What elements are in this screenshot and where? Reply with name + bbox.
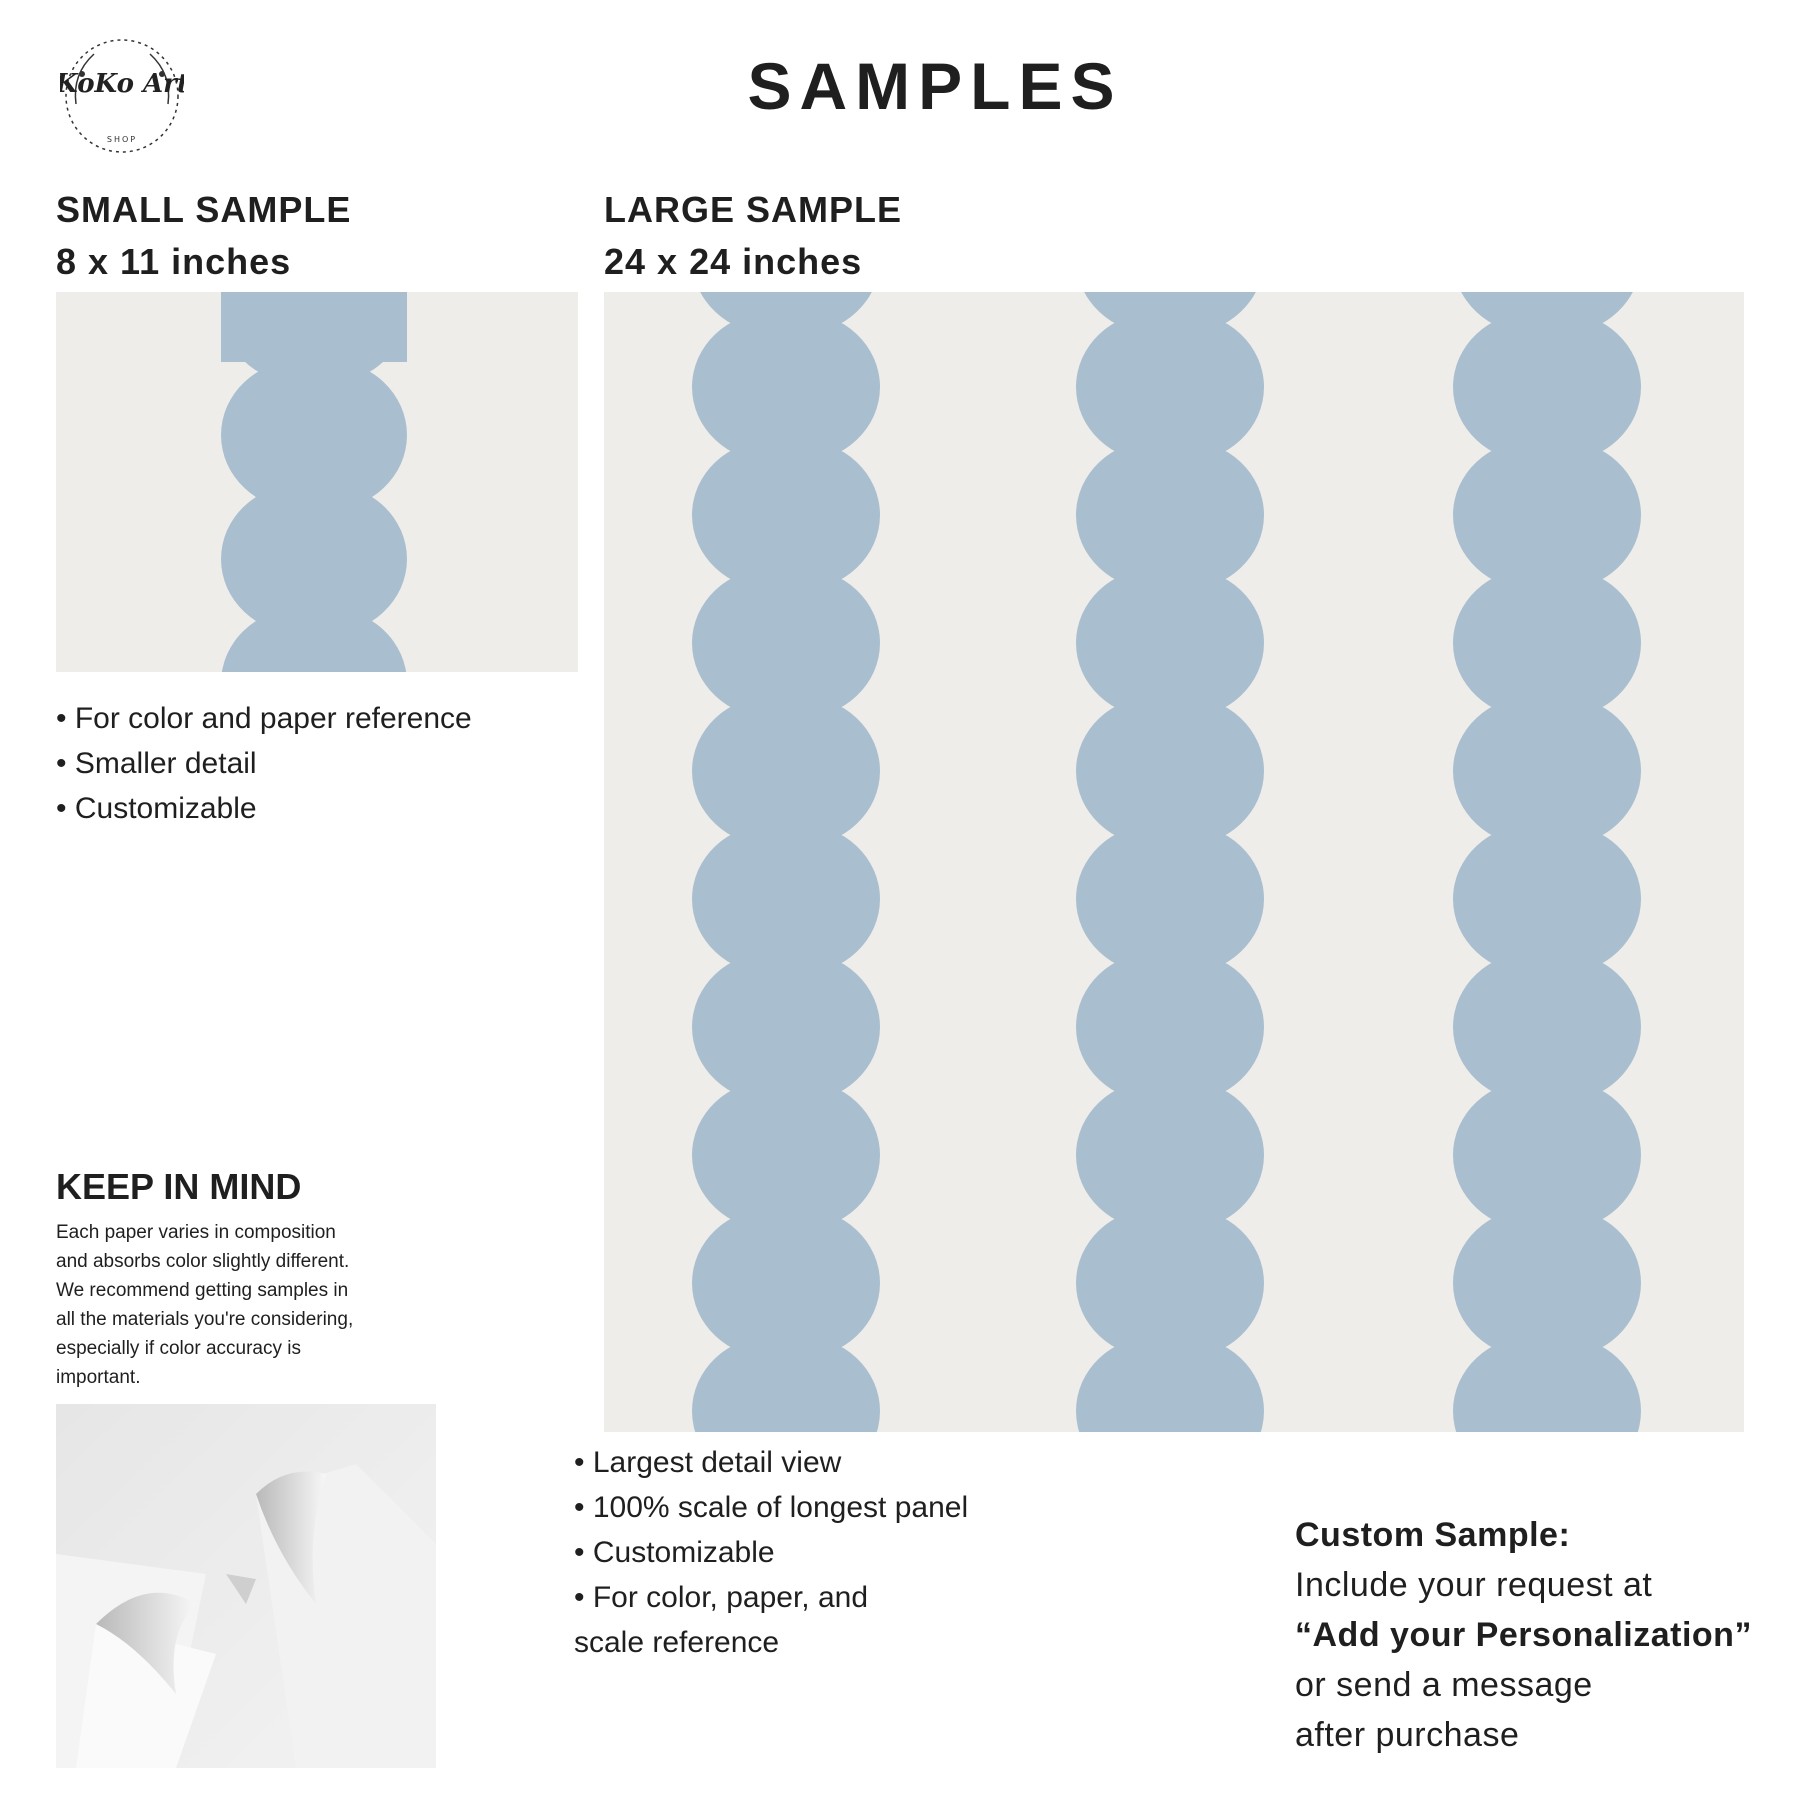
scallop-shape — [692, 1208, 880, 1358]
large-sample-heading: LARGE SAMPLE — [604, 189, 903, 230]
keep-in-mind-line: We recommend getting samples in — [56, 1280, 349, 1301]
scallop-shape — [1453, 312, 1641, 462]
small-sample-header — [56, 184, 351, 288]
custom-sample-heading: Custom Sample: — [1295, 1516, 1571, 1554]
scallop-shape — [692, 952, 880, 1102]
scallop-shape — [692, 568, 880, 718]
scallop-shape — [1453, 952, 1641, 1102]
scallop-shape — [1453, 440, 1641, 590]
scallop-shape — [1076, 1208, 1264, 1358]
personalization-highlight: “Add your Personalization” — [1295, 1616, 1752, 1654]
small-sample-size: 8 x 11 inches — [56, 241, 292, 282]
custom-sample-info — [1295, 1510, 1752, 1760]
logo-text: KoKo Art — [60, 69, 184, 99]
scallop-shape — [692, 696, 880, 846]
keep-in-mind-line: important. — [56, 1367, 141, 1388]
large-sample-swatch — [604, 292, 1744, 1432]
keep-in-mind-line: and absorbs color slightly different. — [56, 1251, 350, 1272]
scallop-shape — [1076, 440, 1264, 590]
bullet-item: • For color, paper, and — [574, 1575, 968, 1620]
keep-in-mind-line: especially if color accuracy is — [56, 1338, 301, 1359]
bullet-item: • Customizable — [574, 1530, 968, 1575]
keep-in-mind-text — [56, 1218, 426, 1392]
scallop-shape — [1453, 696, 1641, 846]
scallop-shape — [1076, 824, 1264, 974]
small-sample-heading: SMALL SAMPLE — [56, 189, 352, 230]
scallop-shape — [692, 440, 880, 590]
large-sample-header — [604, 184, 902, 288]
bullet-item: • Smaller detail — [56, 741, 472, 786]
small-sample-swatch — [56, 292, 578, 672]
scallop-shape — [692, 312, 880, 462]
scallop-shape — [1076, 568, 1264, 718]
scallop-shape — [1453, 1080, 1641, 1230]
custom-sample-line: or send a message — [1295, 1666, 1593, 1704]
large-sample-bullets — [574, 1440, 968, 1665]
logo-sub-text: SHOP — [106, 135, 138, 144]
scallop-shape — [1076, 1336, 1264, 1432]
paper-samples-photo — [56, 1404, 436, 1768]
keep-in-mind-heading: KEEP IN MIND — [56, 1166, 302, 1207]
bullet-item: • 100% scale of longest panel — [574, 1485, 968, 1530]
scallop-shape — [692, 1336, 880, 1432]
stripe-pattern — [692, 292, 1641, 1432]
scallop-shape — [692, 1080, 880, 1230]
keep-in-mind-line: all the materials you're considering, — [56, 1309, 354, 1330]
scallop-shape — [1453, 824, 1641, 974]
custom-sample-line: after purchase — [1295, 1716, 1520, 1754]
custom-sample-line: Include your request at — [1295, 1566, 1653, 1604]
scallop-shape — [1076, 1080, 1264, 1230]
bullet-continuation: scale reference — [574, 1626, 780, 1659]
scallop-shape — [1453, 1208, 1641, 1358]
large-sample-size: 24 x 24 inches — [604, 241, 863, 282]
scallop-shape — [692, 824, 880, 974]
bullet-item: • For color and paper reference — [56, 696, 472, 741]
scallop-shape — [1453, 1336, 1641, 1432]
scallop-shape — [1453, 568, 1641, 718]
scallop-shape — [1076, 312, 1264, 462]
small-sample-bullets — [56, 696, 472, 831]
scallop-shape — [1076, 696, 1264, 846]
bullet-item: • Largest detail view — [574, 1440, 968, 1485]
page-title: SAMPLES — [747, 49, 1123, 123]
keep-in-mind-line: Each paper varies in composition — [56, 1222, 336, 1243]
scallop-shape — [1076, 952, 1264, 1102]
bullet-item: • Customizable — [56, 786, 472, 831]
